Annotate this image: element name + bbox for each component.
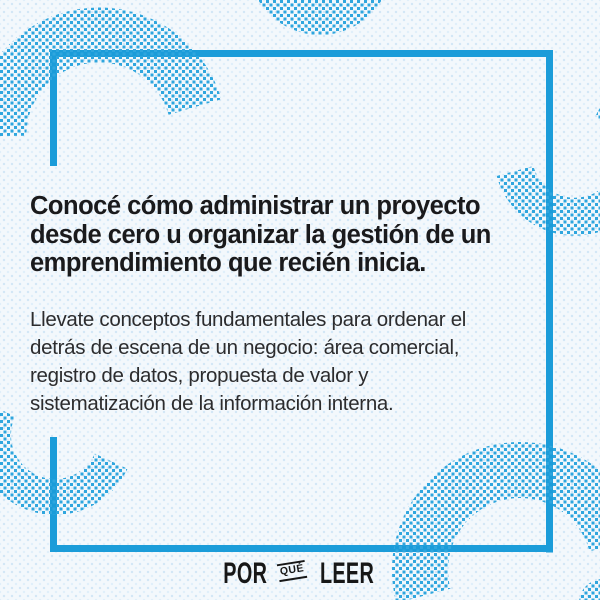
headline [30,192,491,278]
halftone-arc-top-left [0,35,195,136]
body-line: registro de datos, propuesta de valor y [30,364,369,387]
halftone-disc-top-center [248,0,392,35]
logo-badge-que: QUÉ [277,560,308,582]
body-line: sistematización de la información interna. [30,392,394,415]
body-line: Llevate conceptos fundamentales para ordenar el [30,308,467,331]
body-line: detrás de escena de un negocio: área comercial, [30,336,460,359]
headline-line: desde cero u organizar la gestión de un [30,220,491,249]
logo-word-por: POR [222,557,267,590]
body-text [30,306,466,418]
logo-por-que-leer [0,556,600,592]
halftone-hook-right [515,100,600,217]
logo-word-leer: LEER [320,557,375,590]
headline-line: Conocé cómo administrar un proyecto [30,192,481,220]
headline-line: emprendimiento que recién inicia. [30,249,426,277]
